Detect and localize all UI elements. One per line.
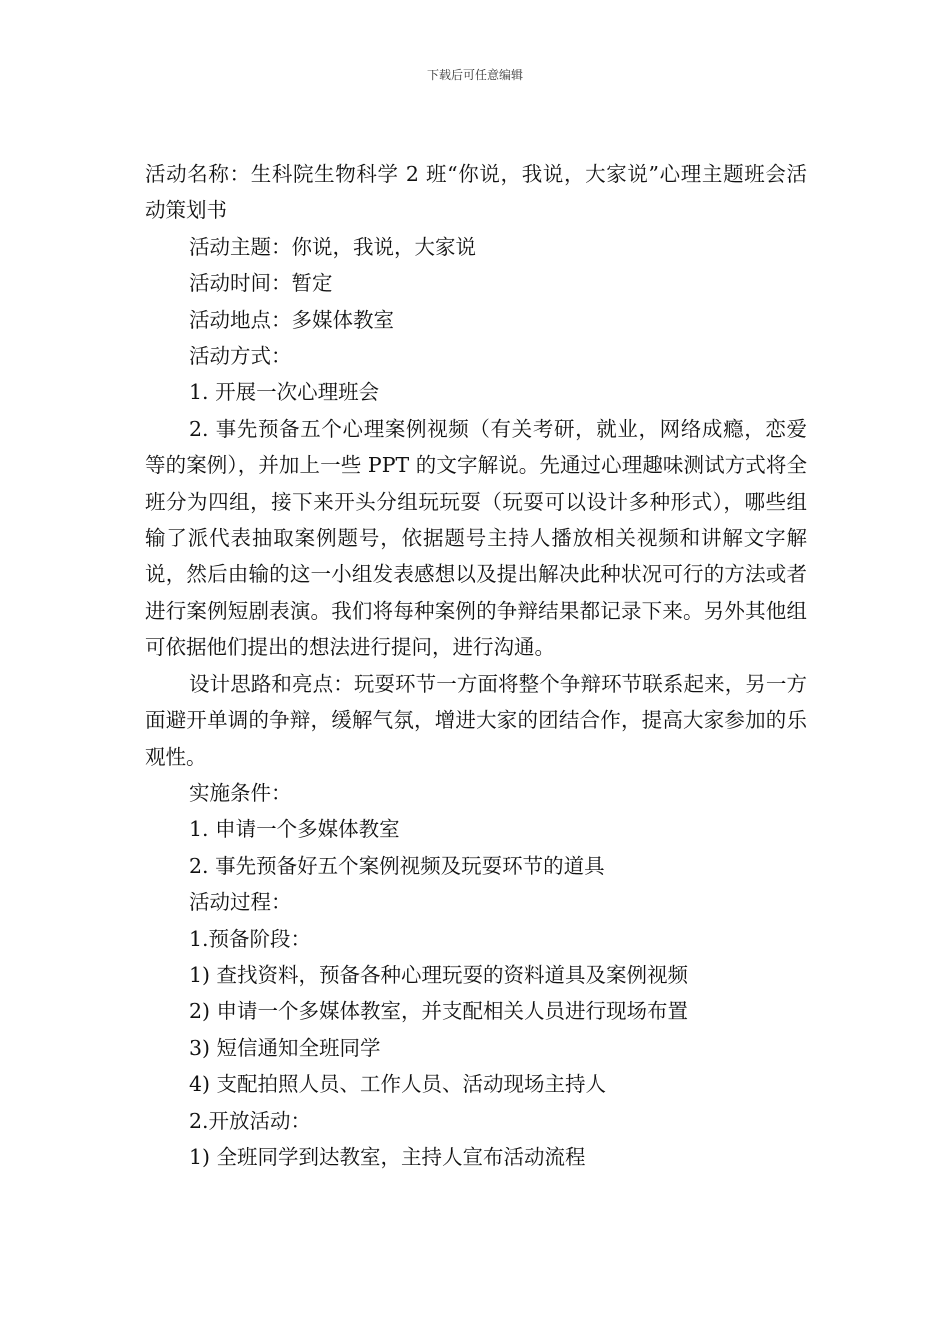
stage-2-item: 1) 全班同学到达教室，主持人宣布活动流程 bbox=[189, 1144, 586, 1169]
stage-1-item: 3) 短信通知全班同学 bbox=[189, 1035, 381, 1060]
stage-1-heading: 1.预备阶段： bbox=[189, 926, 312, 951]
document-title: 活动名称：生科院生物科学 2 班“你说，我说，大家说”心理主题班会活动策划书 bbox=[145, 162, 807, 223]
stage-2-heading: 2.开放活动： bbox=[189, 1108, 312, 1133]
condition-item-2: 2. 事先预备好五个案例视频及玩耍环节的道具 bbox=[189, 853, 605, 878]
document-body bbox=[145, 156, 807, 1175]
activity-time: 活动时间：暂定 bbox=[189, 271, 333, 296]
page-header: 下载后可任意编辑 bbox=[426, 68, 523, 82]
method-heading: 活动方式： bbox=[189, 344, 292, 369]
activity-theme: 活动主题：你说，我说，大家说 bbox=[189, 234, 476, 259]
design-paragraph: 设计思路和亮点：玩耍环节一方面将整个争辩环节联系起来，另一方面避开单调的争辩，缓解气氛，增进大家的团结合作，提高大家参加的乐观性。 bbox=[145, 671, 807, 769]
activity-location: 活动地点：多媒体教室 bbox=[189, 307, 394, 332]
process-heading: 活动过程： bbox=[189, 890, 292, 915]
method-item-2: 2. 事先预备五个心理案例视频（有关考研，就业，网络成瘾，恋爱等的案例），并加上一些 PPT 的文字解说。先通过心理趣味测试方式将全班分为四组，接下来开头分组玩玩耍（玩耍可以设计多种形式），哪些组输了派代表抽取案例题号，依据题号主持人播放相关视频和讲解文字解说，然后由输的这一小组发表感想以及提出解决此种状况可行的方法或者进行案例短剧表演。我们将每种案例的争辩结果都记录下来。另外其他组可依据他们提出的想法进行提问，进行沟通。 bbox=[145, 416, 807, 660]
stage-1-item: 4) 支配拍照人员、工作人员、活动现场主持人 bbox=[189, 1072, 607, 1097]
conditions-heading: 实施条件： bbox=[189, 780, 292, 805]
method-item-1: 1. 开展一次心理班会 bbox=[189, 380, 380, 405]
stage-1-item: 2) 申请一个多媒体教室，并支配相关人员进行现场布置 bbox=[189, 999, 689, 1024]
stage-1-item: 1) 查找资料，预备各种心理玩耍的资料道具及案例视频 bbox=[189, 962, 689, 987]
condition-item-1: 1. 申请一个多媒体教室 bbox=[189, 817, 400, 842]
